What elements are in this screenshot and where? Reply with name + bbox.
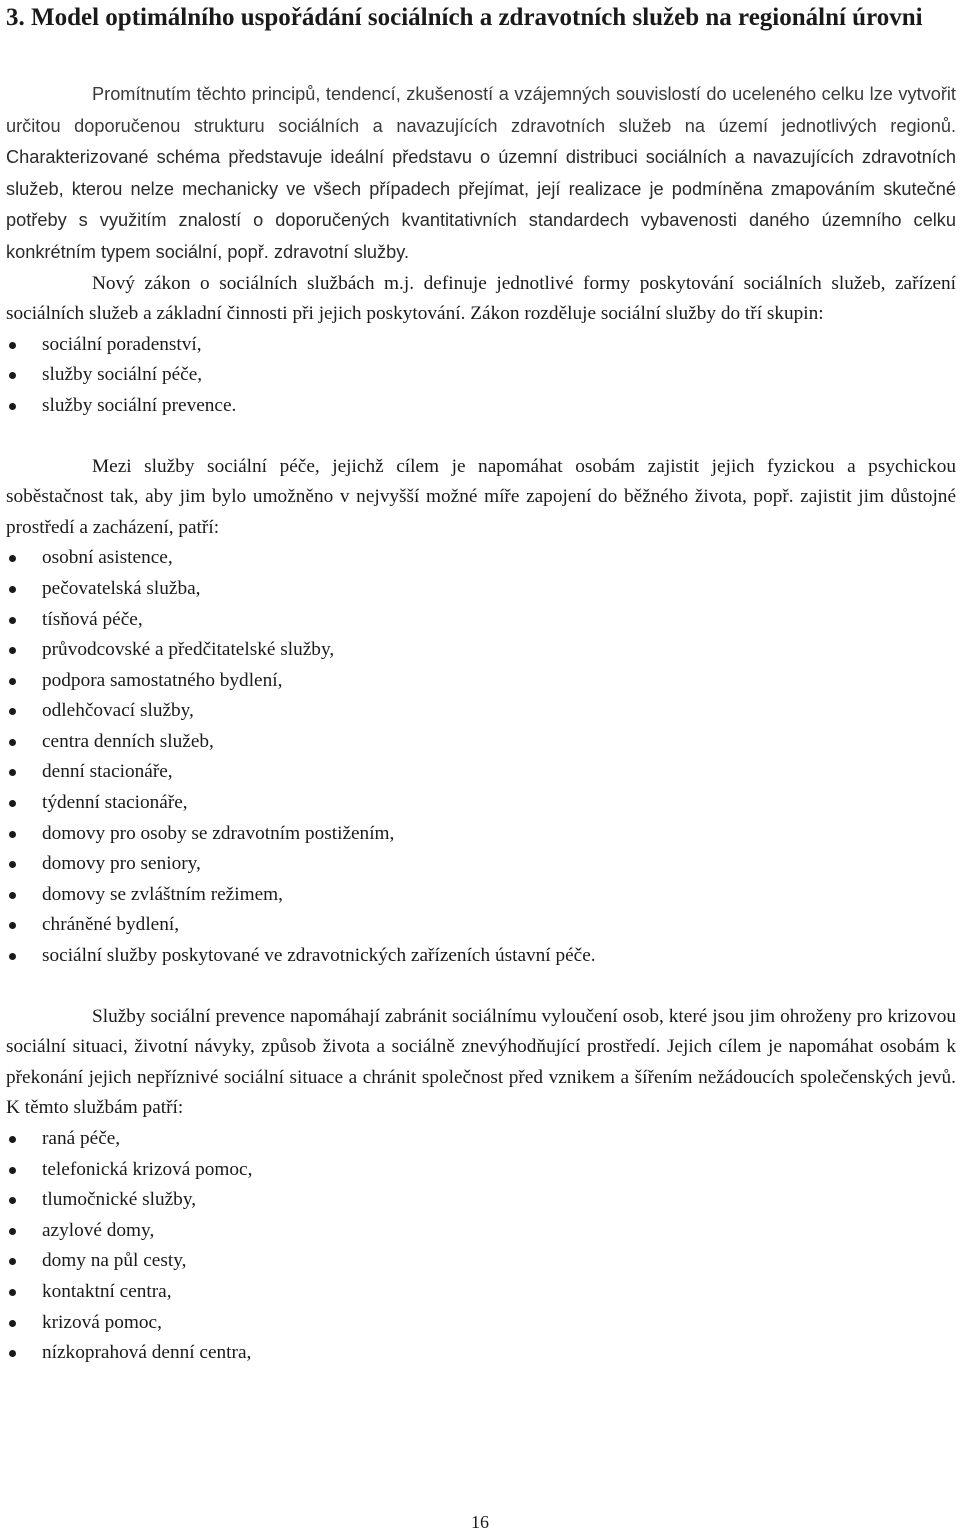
list-item: raná péče, [6, 1124, 956, 1155]
paragraph-intro [6, 79, 956, 269]
list-item: chráněné bydlení, [6, 910, 956, 941]
list-item: odlehčovací služby, [6, 696, 956, 727]
section-heading: 3. Model optimálního uspořádání sociálních a zdravotních služeb na regionální úrovni [6, 4, 923, 31]
paragraph-social-care: Mezi služby sociální péče, jejichž cílem je napomáhat osobám zajistit jejich fyzickou a psychickou soběstačnost tak, aby jim bylo umožněno v nejvyšší možné míře zapojení do běžného života, popř. zajistit jim důstojné prostředí a zacházení, patří: [6, 455, 956, 538]
paragraph-intro-lead: Promítnutím těchto principů, tendencí, zkušeností a vzájemných souvislostí do uceleného celku lze vytvořit určitou doporučenou strukturu sociálních a navazujících zdravotních služeb na území jednotlivých regionů. [6, 84, 956, 136]
list-item: osobní asistence, [6, 543, 956, 574]
list-item: krizová pomoc, [6, 1308, 956, 1339]
list-social-prevention [6, 1124, 956, 1369]
list-item: podpora samostatného bydlení, [6, 666, 956, 697]
list-item: nízkoprahová denní centra, [6, 1338, 956, 1369]
list-item: azylové domy, [6, 1216, 956, 1247]
list-item: služby sociální péče, [6, 360, 956, 391]
list-item: týdenní stacionáře, [6, 788, 956, 819]
list-item: pečovatelská služba, [6, 574, 956, 605]
list-item: centra denních služeb, [6, 727, 956, 758]
list-item: tísňová péče, [6, 605, 956, 636]
document-page [6, 0, 956, 1369]
spacer [6, 422, 956, 452]
list-item: domovy se zvláštním režimem, [6, 880, 956, 911]
page-number: 16 [471, 1512, 489, 1532]
list-item: služby sociální prevence. [6, 391, 956, 422]
list-item: sociální služby poskytované ve zdravotnických zařízeních ústavní péče. [6, 941, 956, 972]
paragraph-intro-rest: Charakterizované schéma představuje ideální představu o územní distribuci sociálních a navazujících zdravotních služeb, kterou nelze mechanicky ve všech případech přejímat, její realizace je podmíněna zmapováním skutečné potřeby s využitím znalostí o doporučených kvantitativních standardech vybavenosti daného územního celku konkrétním typem sociální, popř. zdravotní služby. [6, 147, 956, 262]
paragraph-law: Nový zákon o sociálních službách m.j. definuje jednotlivé formy poskytování sociálních služeb, zařízení sociálních služeb a základní činnosti při jejich poskytování. Zákon rozděluje sociální služby do tří skupin: [6, 272, 956, 325]
list-social-care [6, 543, 956, 971]
paragraph-social-prevention: Služby sociální prevence napomáhají zabránit sociálnímu vyloučení osob, které jsou jim ohroženy pro krizovou sociální situaci, životní návyky, způsob života a sociálně znevýhodňující prostředí. Jejich cílem je napomáhat osobám k překonání jejich nepříznivé sociální situace a chránit společnost před vznikem a šířením nežádoucích společenských jevů. K těmto službám patří: [6, 1005, 956, 1119]
list-item: průvodcovské a předčitatelské služby, [6, 635, 956, 666]
list-item: sociální poradenství, [6, 330, 956, 361]
list-item: tlumočnické služby, [6, 1185, 956, 1216]
list-item: telefonická krizová pomoc, [6, 1155, 956, 1186]
list-service-groups [6, 330, 956, 422]
list-item: domy na půl cesty, [6, 1246, 956, 1277]
list-item: domovy pro seniory, [6, 849, 956, 880]
list-item: domovy pro osoby se zdravotním postižením, [6, 819, 956, 850]
spacer [6, 972, 956, 1002]
list-item: denní stacionáře, [6, 757, 956, 788]
list-item: kontaktní centra, [6, 1277, 956, 1308]
